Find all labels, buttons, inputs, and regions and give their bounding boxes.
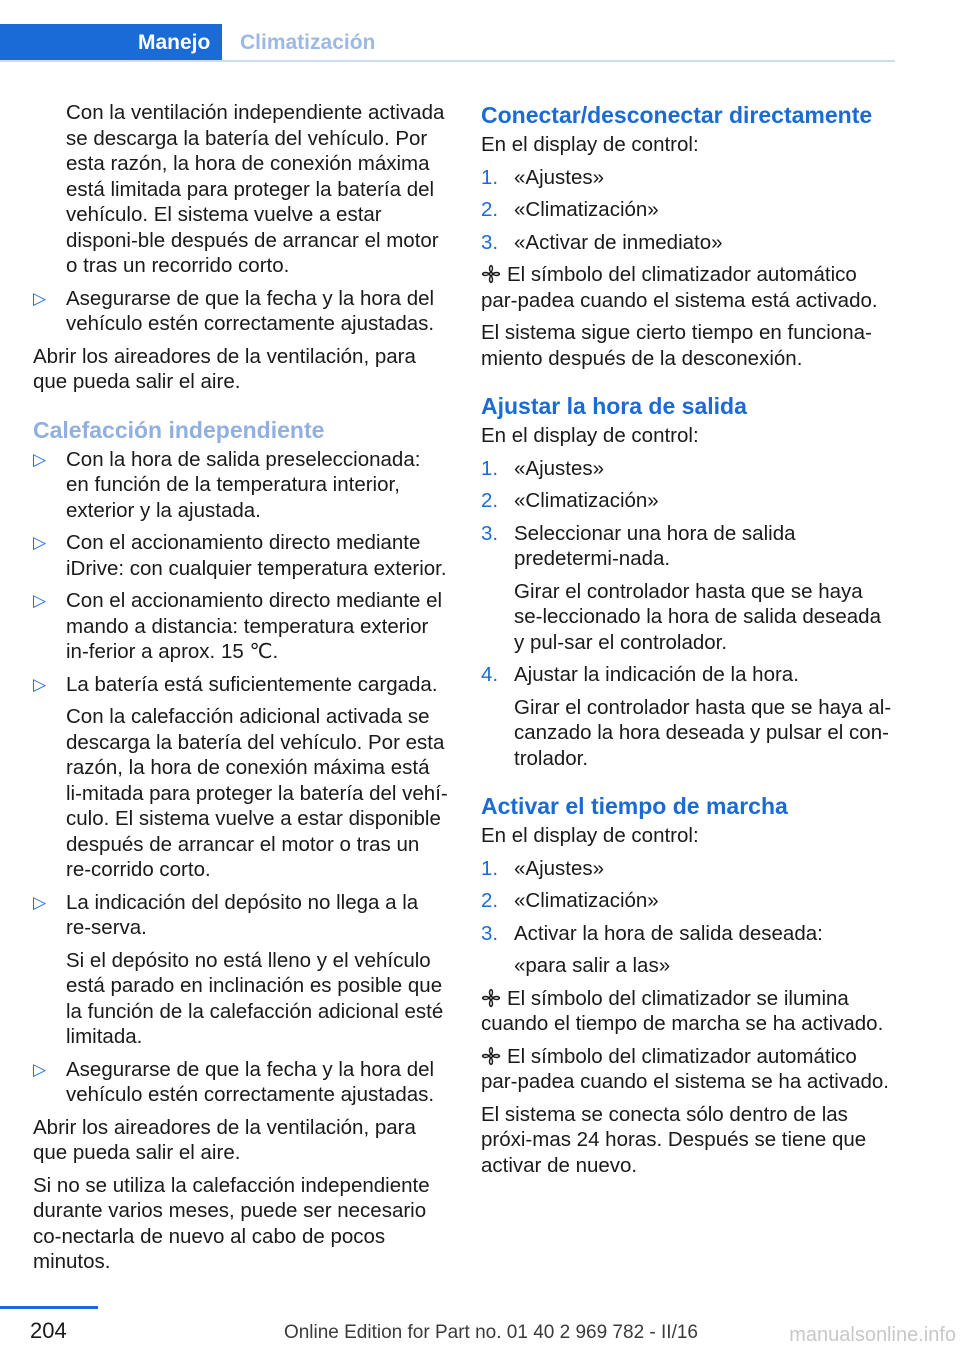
page-number: 204 [30,1318,67,1343]
icon-paragraph-text: El símbolo del climatizador se ilumina cuando el tiempo de marcha se ha activado. [481,986,884,1035]
step-note: Girar el controlador hasta que se haya se-leccionado la hora de salida deseada y pul-sar el controlador. [514,579,881,654]
triangle-bullet-icon: ▷ [33,591,47,610]
step-note: «para salir a las» [514,954,671,977]
step-item [481,197,896,223]
list-item [33,286,448,337]
paragraph: Abrir los aireadores de la ventilación, para que pueda salir el aire. [33,344,416,393]
icon-paragraph [481,1044,896,1095]
step-text: «Ajustes» [514,856,605,880]
list-item-text: La indicación del depósito no llega a la re-serva. [66,890,419,939]
step-number: 3. [481,921,499,945]
step-text: «Ajustes» [514,165,605,189]
triangle-bullet-icon: ▷ [33,1059,47,1079]
step-text: «Activar de inmediato» [514,230,723,254]
list-item-note: Con la calefacción adicional activada se descarga la batería del vehículo. Por esta razón, la hora de conexión máxima está li-mitada para proteger la batería del vehí-culo. El sistema vuelve a estar disponible después de arrancar el motor o tras un re-corrido corto. [66,705,448,881]
list-item [33,1057,448,1108]
paragraph: Abrir los aireadores de la ventilación, para que pueda salir el aire. [33,1115,416,1164]
list-item-text: Con el accionamiento directo mediante el mando a distancia: temperatura exterior in-ferior a aprox. 15 ℃. [66,589,443,663]
step-text: «Climatización» [514,489,659,512]
icon-paragraph [481,986,896,1037]
step-number: 1. [481,165,499,189]
list-item-text: Con el accionamiento directo mediante iDrive: con cualquier temperatura exterior. [66,531,447,580]
step-number: 3. [481,230,499,254]
paragraph: En el display de control: [481,133,699,156]
step-text: Seleccionar una hora de salida predetermi-nada. [514,521,796,570]
icon-paragraph [481,262,896,313]
edition-text: Online Edition for Part no. 01 40 2 969 782 - II/16 [283,1322,698,1343]
step-text: Activar la hora de salida deseada: [514,921,823,945]
fan-icon [481,264,501,284]
list-item [33,672,448,883]
tab-manejo[interactable]: Manejo [0,24,222,62]
icon-paragraph-text: El símbolo del climatizador automático par-padea cuando el sistema se ha activado. [481,1044,889,1093]
header-rule [0,60,895,62]
paragraph: El sistema se conecta sólo dentro de las próxi-mas 24 horas. Después se tiene que activar de nuevo. [481,1102,867,1177]
list-item-text: Asegurarse de que la fecha y la hora del vehículo estén correctamente ajustadas. [66,286,435,335]
triangle-bullet-icon: ▷ [33,449,47,469]
watermark: manualsonline.info [789,1324,956,1346]
step-item [481,662,896,771]
header-tabbar [0,24,895,62]
step-item [481,856,896,882]
step-number: 4. [481,663,499,686]
list-item-text: Asegurarse de que la fecha y la hora del vehículo estén correctamente ajustadas. [66,1057,435,1106]
fan-icon [481,988,501,1008]
step-item [481,488,896,514]
step-number: 2. [481,198,499,221]
footer-rule [0,1306,98,1309]
fan-icon [481,1046,501,1066]
step-number: 2. [481,889,499,912]
icon-paragraph-text: El símbolo del climatizador automático par-padea cuando el sistema está activado. [481,263,878,312]
list-item-text: Con la hora de salida preseleccionada: en función de la temperatura interior, exterior y la ajustada. [66,447,421,522]
list-item-note: Si el depósito no está lleno y el vehículo está parado en inclinación es posible que la función de la calefacción adicional esté limitada. [66,948,444,1048]
section-heading-calefaccion: Calefacción independiente [33,416,325,443]
tab-climatizacion[interactable]: Climatización [240,31,376,54]
step-number: 1. [481,456,499,480]
step-item [481,165,896,191]
right-column [481,100,896,1185]
list-item [33,447,448,524]
step-note: Girar el controlador hasta que se haya al-canzado la hora deseada y pulsar el con-trolador. [514,695,892,770]
step-item [481,888,896,914]
section-heading-activar: Activar el tiempo de marcha [481,793,788,819]
triangle-bullet-icon: ▷ [33,533,47,552]
step-text: «Climatización» [514,889,659,912]
paragraph: En el display de control: [481,824,699,847]
step-item [481,230,896,256]
step-item [481,521,896,656]
list-item [33,890,448,1050]
step-number: 2. [481,489,499,512]
list-item [33,530,448,581]
intro-note: Con la ventilación independiente activada se descarga la batería del vehículo. Por esta razón, la hora de conexión máxima está limitada para proteger la batería del vehículo. El sistema vuelve a estar disponi-ble después de arrancar el motor o tras un recorrido corto. [66,101,445,277]
paragraph: El sistema sigue cierto tiempo en funciona-miento después de la desconexión. [481,321,872,370]
paragraph: Si no se utiliza la calefacción independiente durante varios meses, puede ser necesario co-nectarla de nuevo al cabo de pocos minutos. [33,1173,430,1273]
list-item-text: La batería está suficientemente cargada. [66,672,438,696]
step-item [481,456,896,482]
step-text: «Ajustes» [514,456,605,480]
paragraph: En el display de control: [481,424,699,447]
step-text: Ajustar la indicación de la hora. [514,663,799,686]
step-number: 3. [481,521,499,545]
triangle-bullet-icon: ▷ [33,288,47,308]
step-text: «Climatización» [514,198,659,221]
step-number: 1. [481,856,499,880]
step-item [481,921,896,979]
section-heading-conectar: Conectar/desconectar directamente [481,102,873,128]
section-heading-ajustar: Ajustar la hora de salida [481,393,747,419]
list-item [33,588,448,665]
left-column [33,100,448,1282]
triangle-bullet-icon: ▷ [33,892,47,912]
triangle-bullet-icon: ▷ [33,674,47,694]
